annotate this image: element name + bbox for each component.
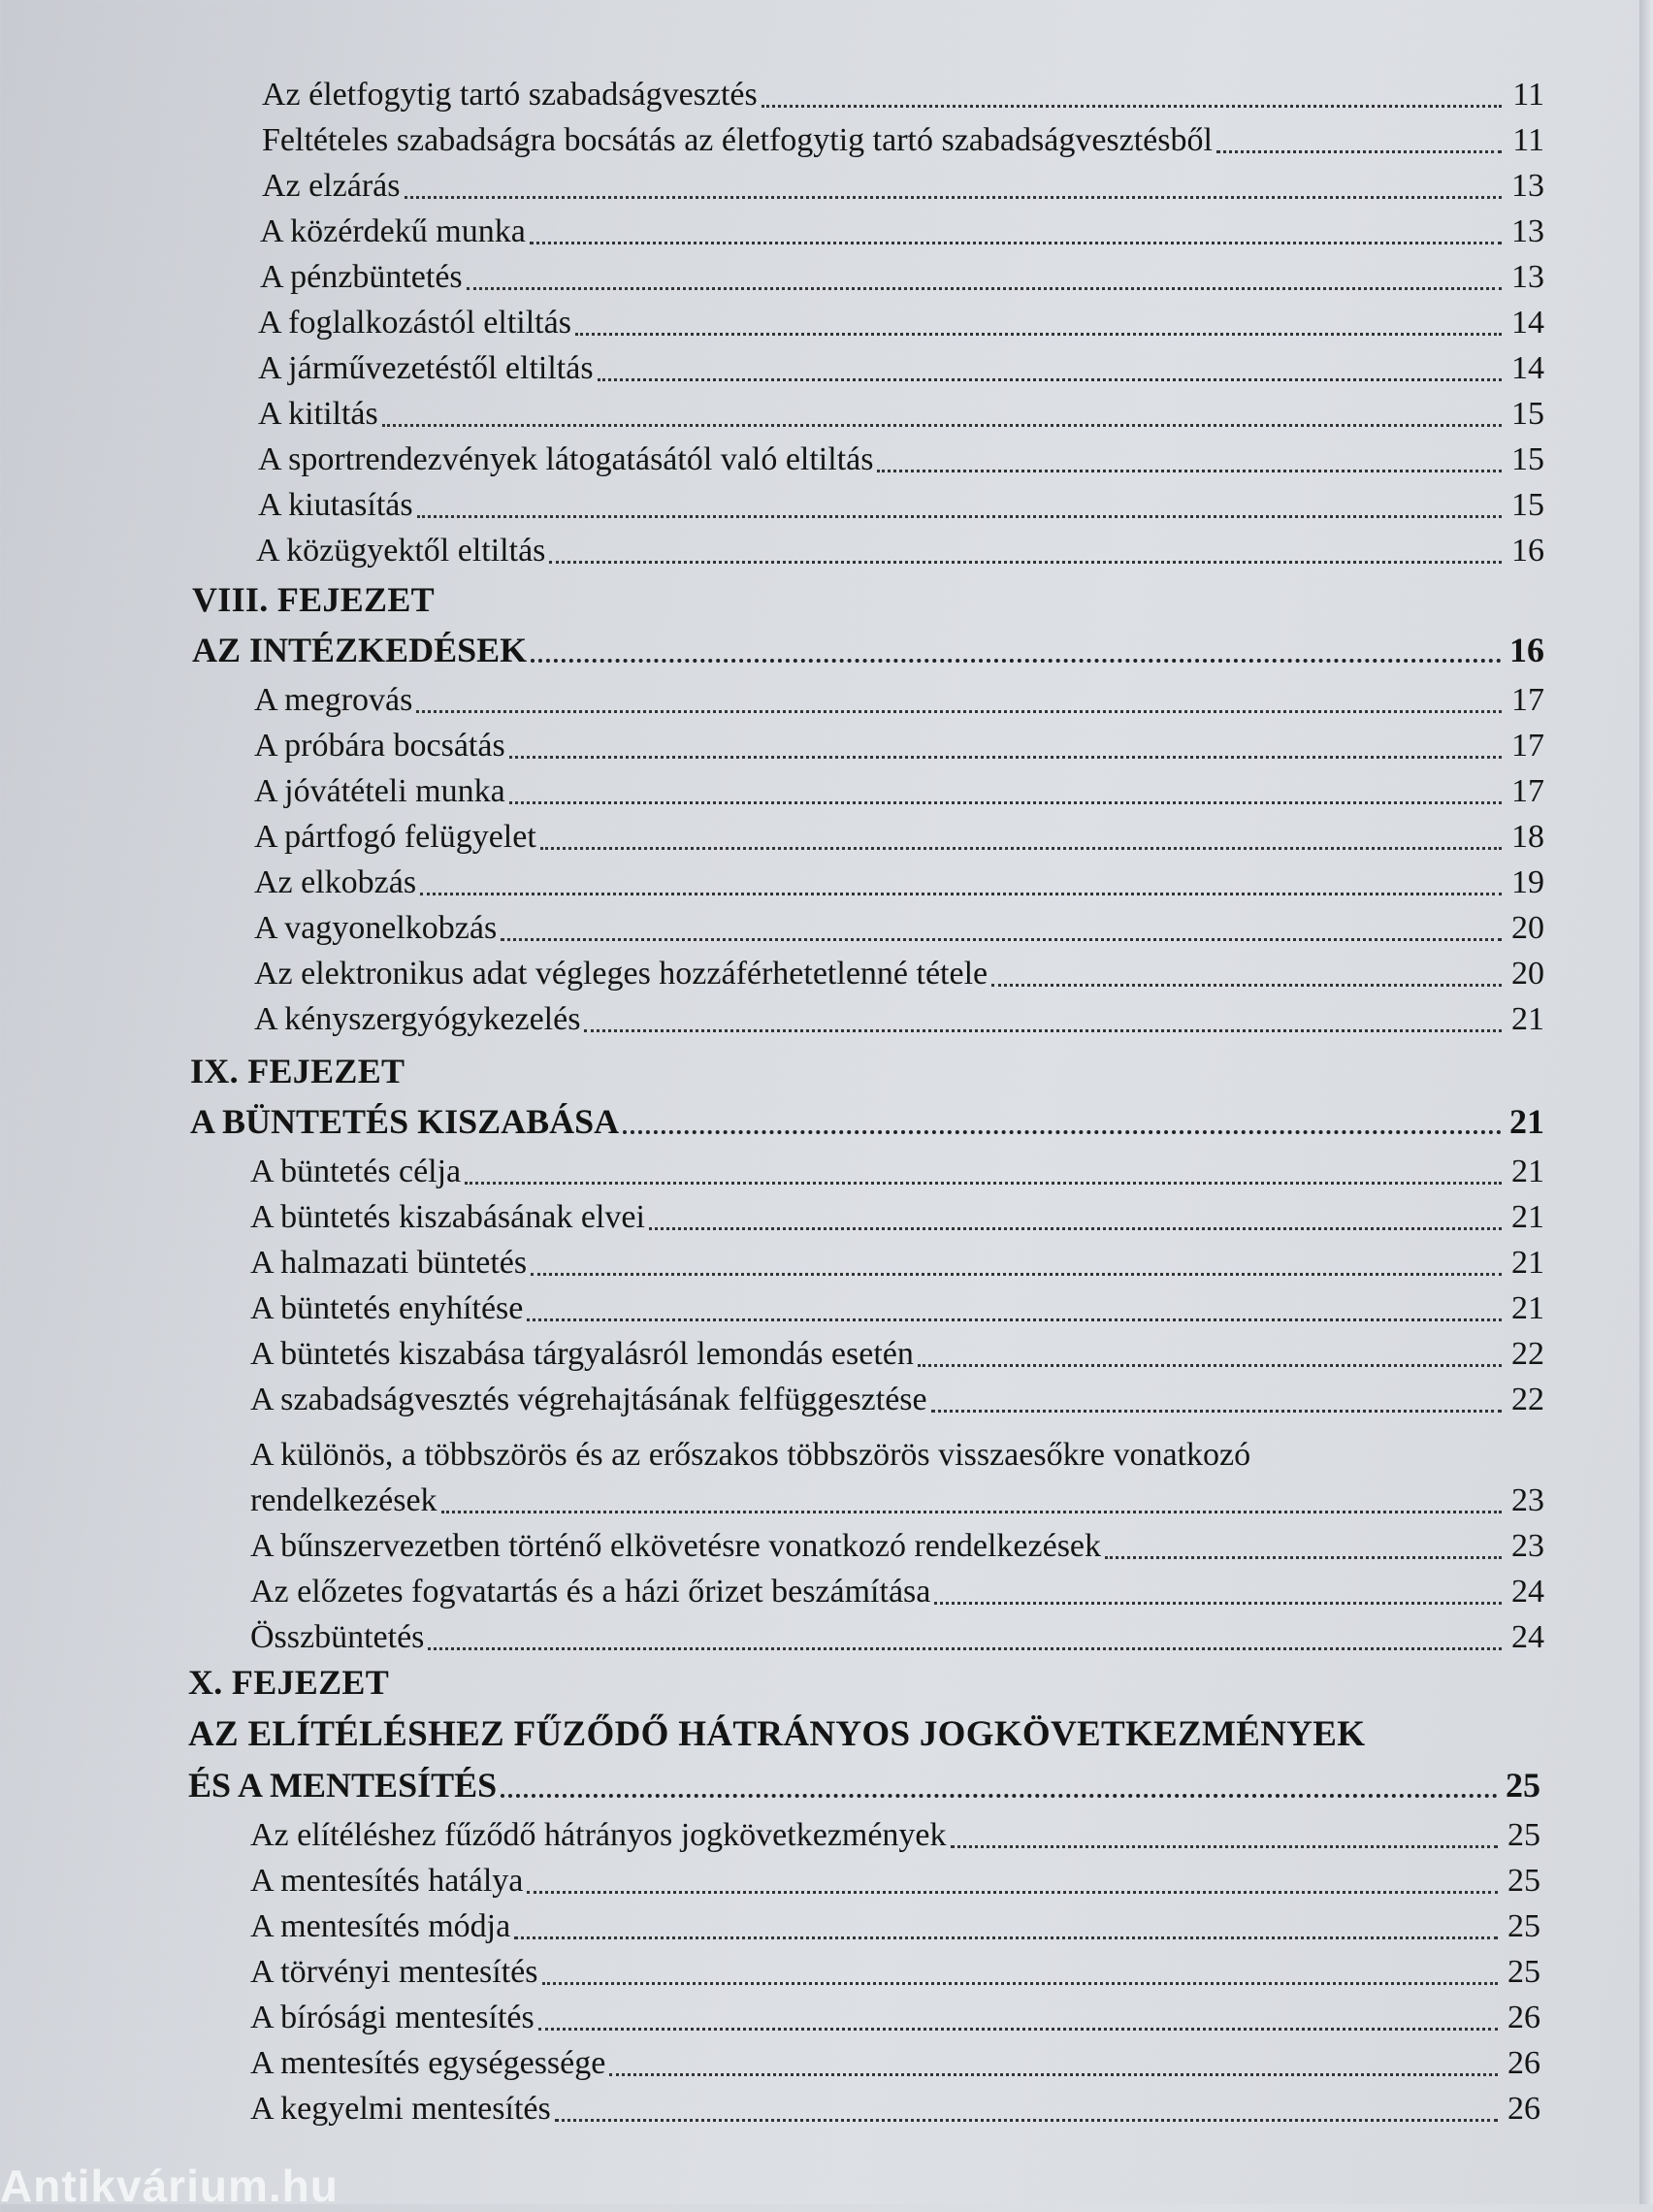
toc-entry: A pártfogó felügyelet 18	[254, 819, 1544, 855]
toc-entry: A büntetés kiszabásának elvei 21	[250, 1199, 1544, 1235]
toc-entry: rendelkezések 23	[250, 1482, 1544, 1518]
chapter-title-entry: AZ INTÉZKEDÉSEK 16	[192, 631, 1544, 669]
toc-entry: A kitiltás 15	[258, 396, 1544, 432]
toc-entry: A járművezetéstől eltiltás 14	[258, 350, 1544, 386]
toc-entry: Feltételes szabadságra bocsátás az életfogytig tartó szabadságvesztésből 11	[262, 122, 1544, 158]
toc-entry: A halmazati büntetés 21	[250, 1245, 1544, 1281]
toc-entry: A közérdekű munka 13	[260, 213, 1544, 249]
chapter-number: VIII. FEJEZET	[192, 580, 435, 619]
page-edge	[1639, 0, 1653, 2204]
toc-entry: A szabadságvesztés végrehajtásának felfüggesztése 22	[250, 1382, 1544, 1417]
toc-entry: A kiutasítás 15	[258, 487, 1544, 523]
chapter-title-line1: AZ ELÍTÉLÉSHEZ FŰZŐDŐ HÁTRÁNYOS JOGKÖVETKEZMÉNYEK	[188, 1714, 1366, 1754]
toc-entry: A mentesítés hatálya 25	[250, 1863, 1540, 1899]
toc-entry: Az elkobzás 19	[254, 864, 1544, 900]
toc-entry-line1: A különös, a többszörös és az erőszakos többszörös visszaesőkre vonatkozó	[250, 1437, 1251, 1473]
toc-entry: A büntetés enyhítése 21	[250, 1290, 1544, 1326]
chapter-title-entry: ÉS A MENTESÍTÉS 25	[188, 1766, 1540, 1805]
chapter-title-entry: A BÜNTETÉS KISZABÁSA 21	[190, 1102, 1544, 1141]
toc-entry: A foglalkozástól eltiltás 14	[258, 305, 1544, 341]
toc-entry: A próbára bocsátás 17	[254, 728, 1544, 764]
toc-entry: A pénzbüntetés 13	[260, 259, 1544, 295]
toc-entry: A törvényi mentesítés 25	[250, 1954, 1540, 1990]
toc-entry: A vagyonelkobzás 20	[254, 910, 1544, 946]
toc-entry: A kegyelmi mentesítés 26	[250, 2091, 1540, 2127]
toc-entry: A megrovás 17	[254, 682, 1544, 718]
chapter-number: X. FEJEZET	[188, 1663, 390, 1702]
toc-entry: A jóvátételi munka 17	[254, 773, 1544, 809]
toc-entry: A mentesítés egységessége 26	[250, 2045, 1540, 2081]
toc-entry: A sportrendezvények látogatásától való eltiltás 15	[258, 441, 1544, 477]
toc-entry: Az elektronikus adat végleges hozzáférhetetlenné tétele 20	[254, 956, 1544, 992]
toc-entry: A büntetés célja 21	[250, 1154, 1544, 1189]
toc-entry: A büntetés kiszabása tárgyalásról lemondás esetén 22	[250, 1336, 1544, 1372]
toc-entry: A bűnszervezetben történő elkövetésre vonatkozó rendelkezések 23	[250, 1528, 1544, 1564]
watermark-logo: Antikvárium.hu	[0, 2161, 339, 2211]
toc-entry: Összbüntetés 24	[250, 1619, 1544, 1655]
toc-entry: A kényszergyógykezelés 21	[254, 1001, 1544, 1037]
toc-entry: Az életfogytig tartó szabadságvesztés 11	[262, 77, 1544, 113]
toc-entry: Az elítéléshez fűződő hátrányos jogkövetkezmények 25	[250, 1817, 1540, 1853]
toc-entry: A mentesítés módja 25	[250, 1908, 1540, 1944]
toc-entry: Az előzetes fogvatartás és a házi őrizet beszámítása 24	[250, 1574, 1544, 1610]
toc-entry: A közügyektől eltiltás 16	[256, 533, 1544, 569]
toc-entry: Az elzárás 13	[262, 168, 1544, 204]
chapter-number: IX. FEJEZET	[190, 1052, 405, 1090]
toc-entry: A bírósági mentesítés 26	[250, 2000, 1540, 2035]
